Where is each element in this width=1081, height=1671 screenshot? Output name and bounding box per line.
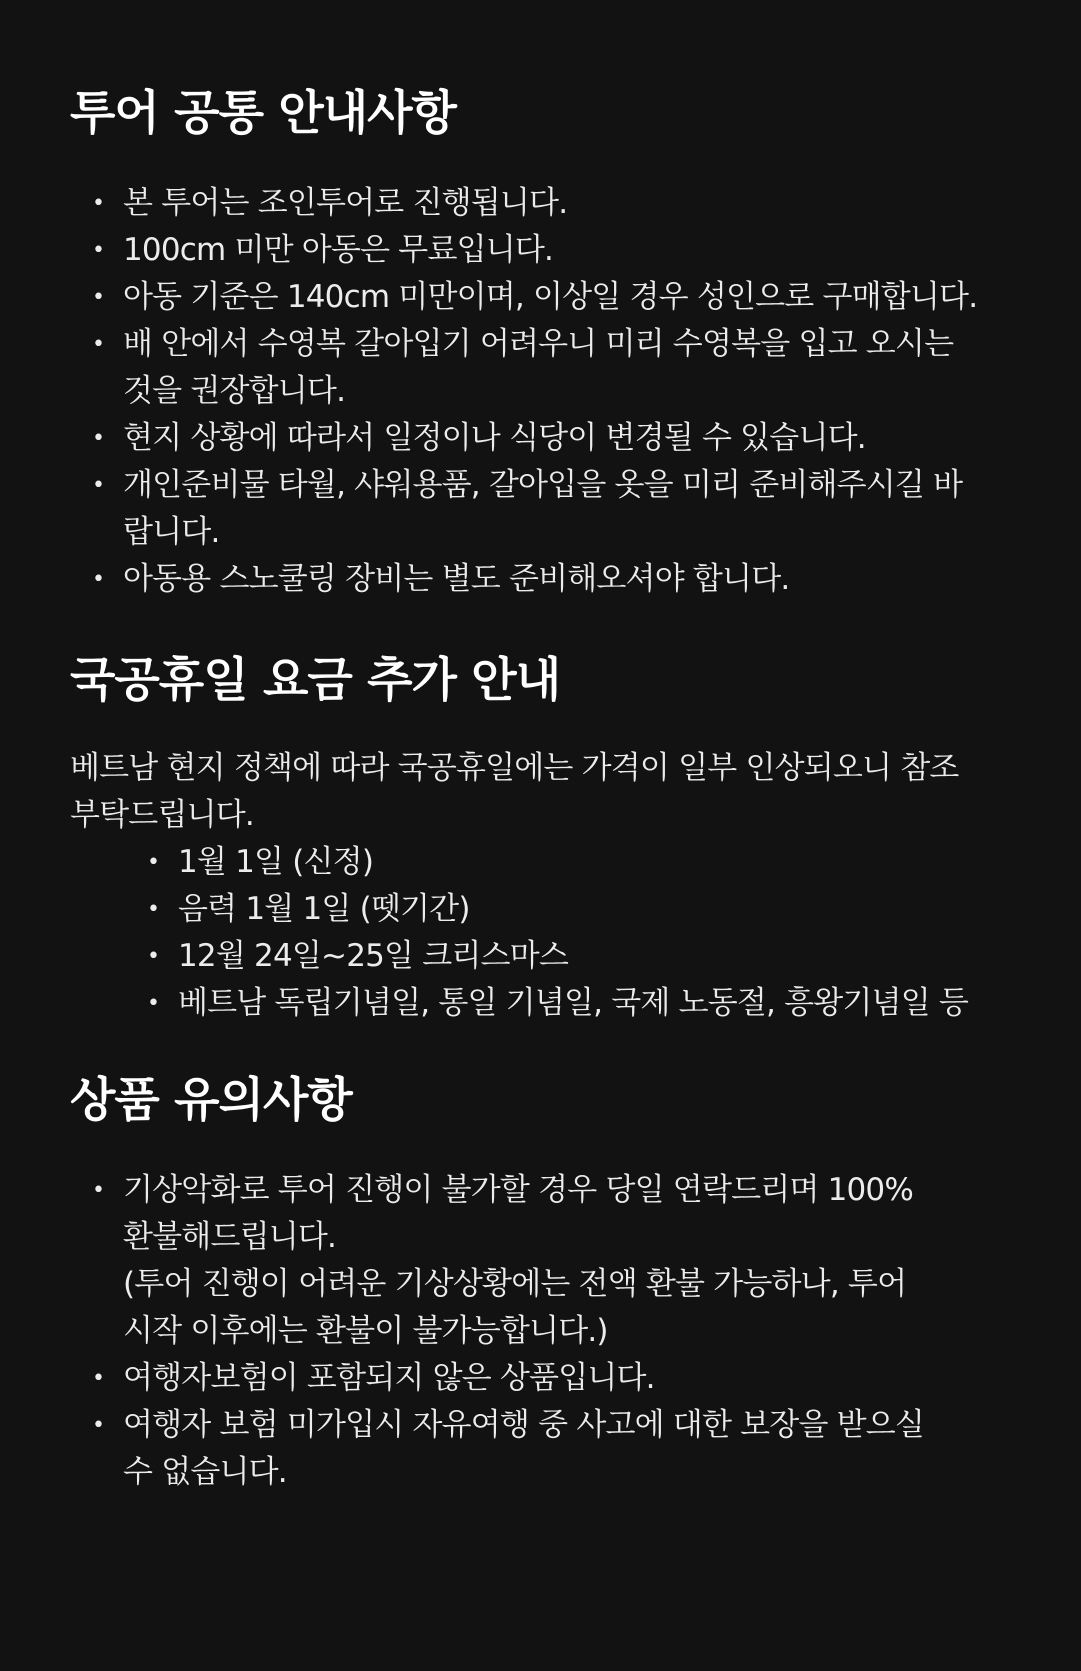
common-notice-list bbox=[70, 180, 1041, 603]
list-item: • 본 투어는 조인투어로 진행됩니다. bbox=[123, 180, 1041, 227]
product-caution-list bbox=[70, 1167, 1041, 1496]
holiday-surcharge-intro: 베트남 현지 정책에 따라 국공휴일에는 가격이 일부 인상되오니 참조 부탁드립니다. bbox=[70, 750, 959, 833]
list-item: • 아동 기준은 140cm 미만이며, 이상일 경우 성인으로 구매합니다. bbox=[123, 274, 1041, 321]
common-notice-title: 투어 공통 안내사항 bbox=[70, 86, 456, 141]
list-item: • 음력 1월 1일 (뗏기간) bbox=[178, 886, 1041, 933]
list-item: • 100cm 미만 아동은 무료입니다. bbox=[123, 227, 1041, 274]
product-caution-section bbox=[70, 1027, 1041, 1496]
list-item: • 여행자보험이 포함되지 않은 상품입니다. bbox=[123, 1355, 1041, 1402]
list-item: • 배 안에서 수영복 갈아입기 어려우니 미리 수영복을 입고 오시는 것을 권장합니다. bbox=[123, 321, 1041, 415]
list-item: • 베트남 독립기념일, 통일 기념일, 국제 노동절, 흥왕기념일 등 bbox=[178, 980, 1041, 1027]
list-item: • 기상악화로 투어 진행이 불가할 경우 당일 연락드리며 100% 환불해드립니다. (투어 진행이 어려운 기상상황에는 전액 환불 가능하나, 투어 시작 이후에는 환불이 불가능합니다.) bbox=[123, 1167, 1041, 1355]
holiday-surcharge-section bbox=[70, 603, 1041, 1027]
list-item: • 여행자 보험 미가입시 자유여행 중 사고에 대한 보장을 받으실 수 없습니다. bbox=[123, 1402, 1041, 1496]
list-item: • 12월 24일~25일 크리스마스 bbox=[178, 933, 1041, 980]
common-notice-section bbox=[70, 0, 1041, 603]
list-item: • 현지 상황에 따라서 일정이나 식당이 변경될 수 있습니다. bbox=[123, 415, 1041, 462]
holiday-list bbox=[70, 839, 1041, 1027]
holiday-surcharge-title: 국공휴일 요금 추가 안내 bbox=[70, 653, 561, 708]
list-item: • 개인준비물 타월, 샤워용품, 갈아입을 옷을 미리 준비해주시길 바랍니다. bbox=[123, 462, 1041, 556]
list-item: • 아동용 스노쿨링 장비는 별도 준비해오셔야 합니다. bbox=[123, 556, 1041, 603]
list-item: • 1월 1일 (신정) bbox=[178, 839, 1041, 886]
product-caution-title: 상품 유의사항 bbox=[70, 1073, 352, 1128]
